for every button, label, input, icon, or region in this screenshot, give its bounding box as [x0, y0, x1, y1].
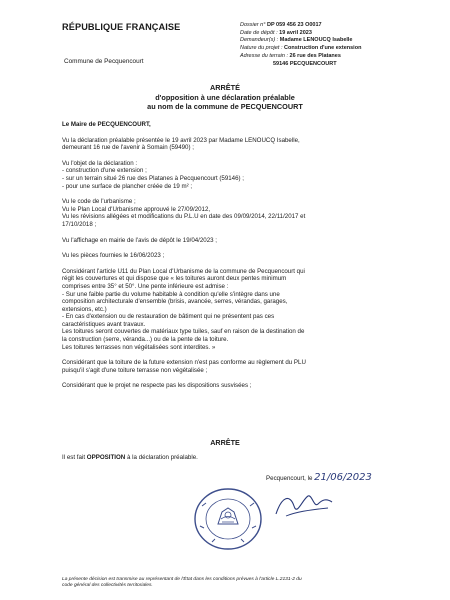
considerant-1-line-11: Les toitures terrasses non végétalisées sont interdites. » — [62, 343, 216, 351]
considerant-1-line-4: - Sur une faible partie du volume habitable à condition qu'elle s'intègre dans une — [62, 290, 280, 298]
dossier-applicant-value: Madame LENOUCQ Isabelle — [279, 37, 353, 44]
article-opposition: OPPOSITION — [86, 454, 126, 461]
decision-article — [62, 454, 198, 461]
considerant-1-line-10: la construction (serre, véranda...) ou de la pente de la toiture. — [62, 336, 229, 344]
vu-objet-1: Vu l'objet de la déclaration : — [62, 159, 138, 167]
footer-line-2: code général des collectivités territoriales. — [62, 583, 153, 589]
considerant-1-line-8: caractéristiques avant travaux. — [62, 320, 146, 328]
considerant-1-line-7: - En cas d'extension ou de restauration de bâtiment qui ne présentent pas ces — [62, 313, 275, 321]
title-subject: d'opposition à une déclaration préalable — [155, 92, 295, 102]
title-arrete: ARRÊTÉ — [210, 83, 240, 92]
vu-objet-4: - pour une surface de plancher créée de 19 m² ; — [62, 182, 193, 190]
considerant-2-line-1: Considérant que la toiture de la future extension n'est pas conforme au règlement du PLU — [62, 359, 306, 367]
dossier-nature-value: Construction d'une extension — [284, 45, 362, 52]
vu-plu-3: 17/10/2018 ; — [62, 220, 97, 228]
dossier-block — [240, 22, 361, 68]
legal-footer — [62, 577, 390, 589]
dossier-file-value: DP 059 456 23 O0017 — [266, 22, 322, 28]
dossier-file-row — [240, 22, 361, 30]
dossier-address-value: 26 rue des Platanes — [289, 52, 341, 59]
maire-heading: Le Maire de PECQUENCOURT, — [62, 121, 151, 128]
dossier-nature-row — [240, 45, 361, 53]
dossier-address-value-2: 59146 PECQUENCOURT — [273, 60, 337, 67]
considerant-3: Considérant que le projet ne respecte pas les dispositions susvisées ; — [62, 382, 252, 390]
dossier-nature-label: Nature du projet : — [240, 45, 283, 52]
vu-affichage: Vu l'affichage en mairie de l'avis de dépôt le 19/04/2023 ; — [62, 236, 217, 244]
decision-heading: ARRÊTE — [210, 438, 240, 447]
signature-place: Pecquencourt, le — [266, 475, 313, 482]
considerant-1-line-9: Les toitures seront couvertes de matériaux type tuiles, sauf en raison de la destination de — [62, 328, 305, 336]
vu-objet-2: - construction d'une extension ; — [62, 167, 147, 175]
considerant-2-line-2: puisqu'il s'agit d'une toiture terrasse non végétalisée ; — [62, 366, 208, 374]
dossier-date-value: 19 avril 2023 — [279, 29, 312, 36]
vu-code: Vu le code de l'urbanisme ; — [62, 198, 136, 206]
handwritten-date: 21/06/2023 — [314, 472, 372, 483]
signature-place-date — [266, 472, 372, 483]
considerant-1-line-3: comprises entre 35° et 50°. Une pente inférieure est admise : — [62, 282, 229, 290]
dossier-date-label: Date de dépôt : — [240, 29, 278, 36]
dossier-address-label: Adresse du terrain : — [240, 52, 288, 59]
commune-name: Commune de Pecquencourt — [64, 58, 144, 65]
vu-plu-1: Vu le Plan Local d'Urbanisme approuvé le 27/09/2012, — [62, 205, 211, 213]
dossier-address-row-2 — [240, 61, 361, 69]
body-text — [62, 121, 390, 390]
considerant-1-line-6: extensions, etc.) — [62, 305, 107, 313]
footer-line-1: La présente décision est transmise au représentant de l'État dans les conditions prévues à l'article L.2131-2 du — [62, 577, 302, 582]
article-pre: Il est fait — [62, 454, 87, 461]
article-post: à la déclaration préalable. — [125, 454, 198, 461]
vu-declaration-2: demeurant 16 rue de l'avenir à Somain (59490) ; — [62, 144, 194, 152]
mayor-signature-icon — [272, 486, 336, 526]
document-title — [0, 83, 450, 112]
vu-declaration-1: Vu la déclaration préalable présentée le 19 avril 2023 par Madame LENOUCQ Isabelle, — [62, 136, 300, 144]
republic-heading: RÉPUBLIQUE FRANÇAISE — [62, 22, 181, 32]
vu-plu-2: Vu les révisions allégées et modifications du P.L.U en date des 09/09/2014, 22/11/2017 et — [62, 213, 306, 221]
mairie-stamp-icon — [192, 486, 264, 552]
dossier-date-row — [240, 30, 361, 38]
dossier-address-row — [240, 53, 361, 61]
vu-objet-3: - sur un terrain situé 26 rue des Platanes à Pecquencourt (59146) ; — [62, 174, 244, 182]
dossier-applicant-label: Demandeur(s) : — [240, 37, 279, 44]
considerant-1-line-2: régit les couvertures et qui dispose que « les toitures auront deux pentes minimum — [62, 275, 287, 283]
title-commune: au nom de la commune de PECQUENCOURT — [147, 102, 303, 112]
dossier-applicant-row — [240, 37, 361, 45]
vu-pieces: Vu les pièces fournies le 16/06/2023 ; — [62, 252, 165, 260]
dossier-file-label: Dossier n° — [240, 22, 266, 28]
considerant-1-line-1: Considérant l'article U11 du Plan Local d'Urbanisme de la commune de Pecquencourt qui — [62, 267, 305, 275]
considerant-1-line-5: composition architecturale d'ensemble (brisis, avancée, serres, vérandas, garages, — [62, 298, 288, 306]
